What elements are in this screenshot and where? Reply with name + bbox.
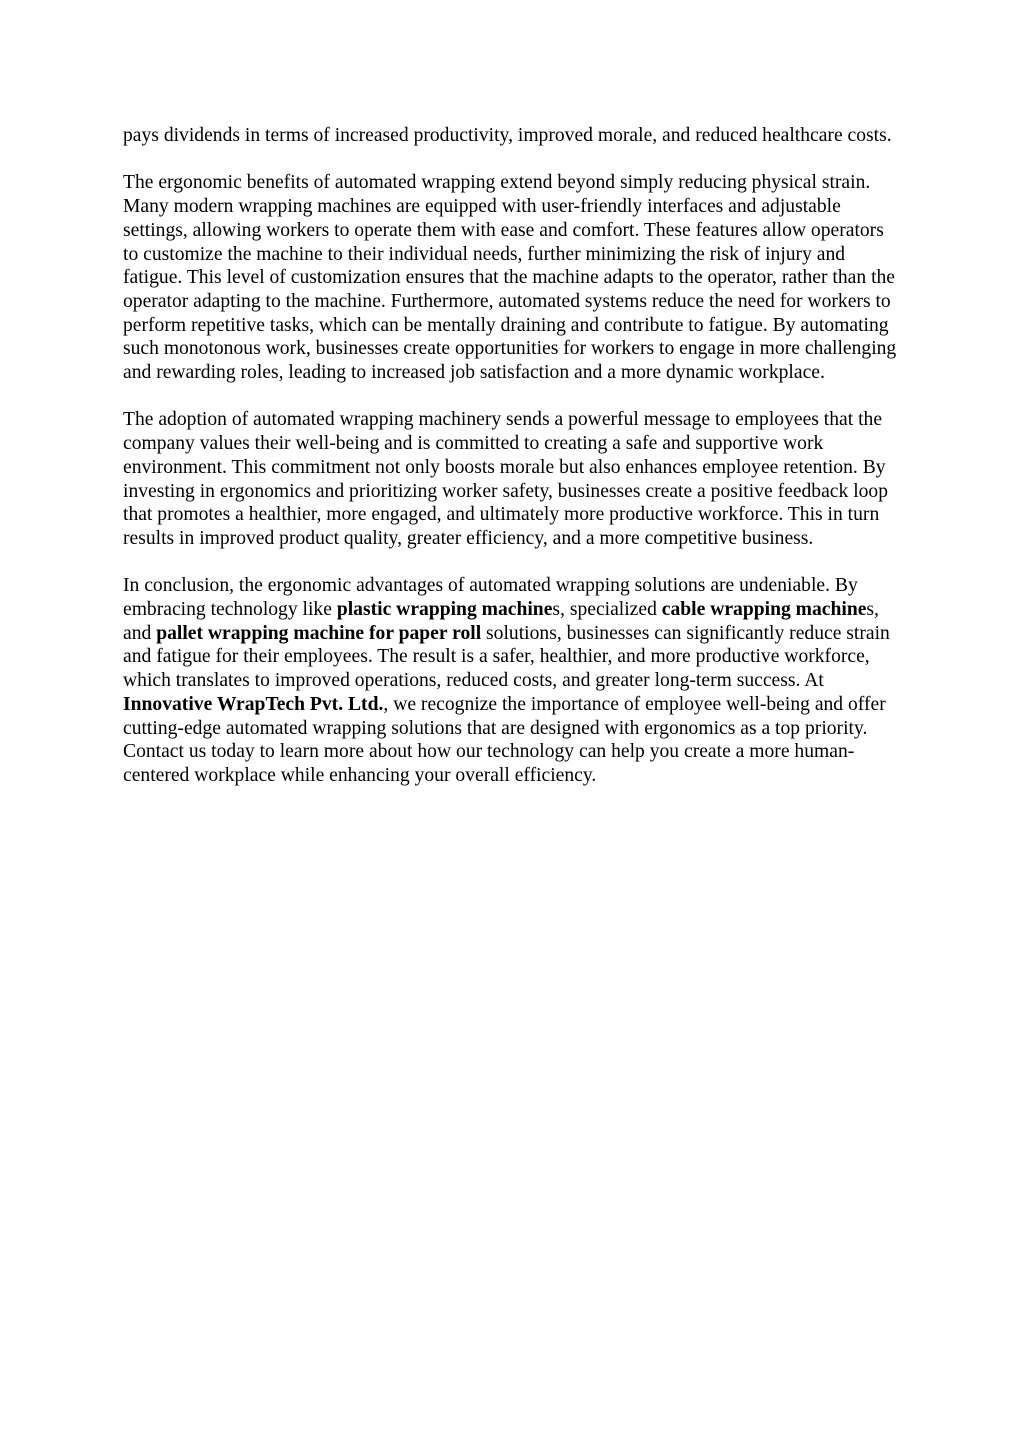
keyword-plastic-wrapping-machine: plastic wrapping machine — [336, 599, 553, 621]
keyword-pallet-wrapping-machine: pallet wrapping machine for paper roll — [156, 622, 482, 644]
conclusion-text-2: s, specialized — [552, 599, 662, 621]
company-name: Innovative WrapTech Pvt. Ltd. — [123, 693, 384, 715]
conclusion-text-1: In conclusion, the ergonomic advantages of automated wrapping solutions are undeniable. By embracing technology like — [123, 575, 858, 621]
document-body — [123, 124, 903, 811]
conclusion-text-4: solutions, businesses can significantly reduce strain and fatigue for their employees. The result is a safer, healthier, and more productive workforce, which translates to improved operations, reduced costs, and greater long-term success. At — [123, 622, 890, 692]
paragraph-adoption-message: The adoption of automated wrapping machinery sends a powerful message to employees that the company values their well-being and is committed to creating a safe and supportive work environment. This commitment not only boosts morale but also enhances employee retention. By investing in ergonomics and prioritizing worker safety, businesses create a positive feedback loop that promotes a healthier, more engaged, and ultimately more productive workforce. This in turn results in improved product quality, greater efficiency, and a more competitive business. — [123, 409, 889, 549]
paragraph-conclusion — [123, 574, 903, 787]
conclusion-text-5: , we recognize the importance of employee well-being and offer cutting-edge automated wrapping solutions that are designed with ergonomics as a top priority. Contact us today to learn more about how our technology can help you create a more human-centered workplace while enhancing your overall efficiency. — [123, 693, 886, 786]
paragraph-ergonomic-benefits: The ergonomic benefits of automated wrapping extend beyond simply reducing physical strain. Many modern wrapping machines are equipped with user-friendly interfaces and adjustable settings, allowing workers to operate them with ease and comfort. These features allow operators to customize the machine to their individual needs, further minimizing the risk of injury and fatigue. This level of customization ensures that the machine adapts to the operator, rather than the operator adapting to the machine. Furthermore, automated systems reduce the need for workers to perform repetitive tasks, which can be mentally draining and contribute to fatigue. By automating such monotonous work, businesses create opportunities for workers to engage in more challenging and rewarding roles, leading to increased job satisfaction and a more dynamic workplace. — [123, 172, 897, 384]
keyword-cable-wrapping-machine: cable wrapping machine — [661, 599, 867, 621]
paragraph-continuation: pays dividends in terms of increased productivity, improved morale, and reduced healthcare costs. — [123, 125, 892, 146]
conclusion-text-3: s, and — [123, 599, 879, 644]
